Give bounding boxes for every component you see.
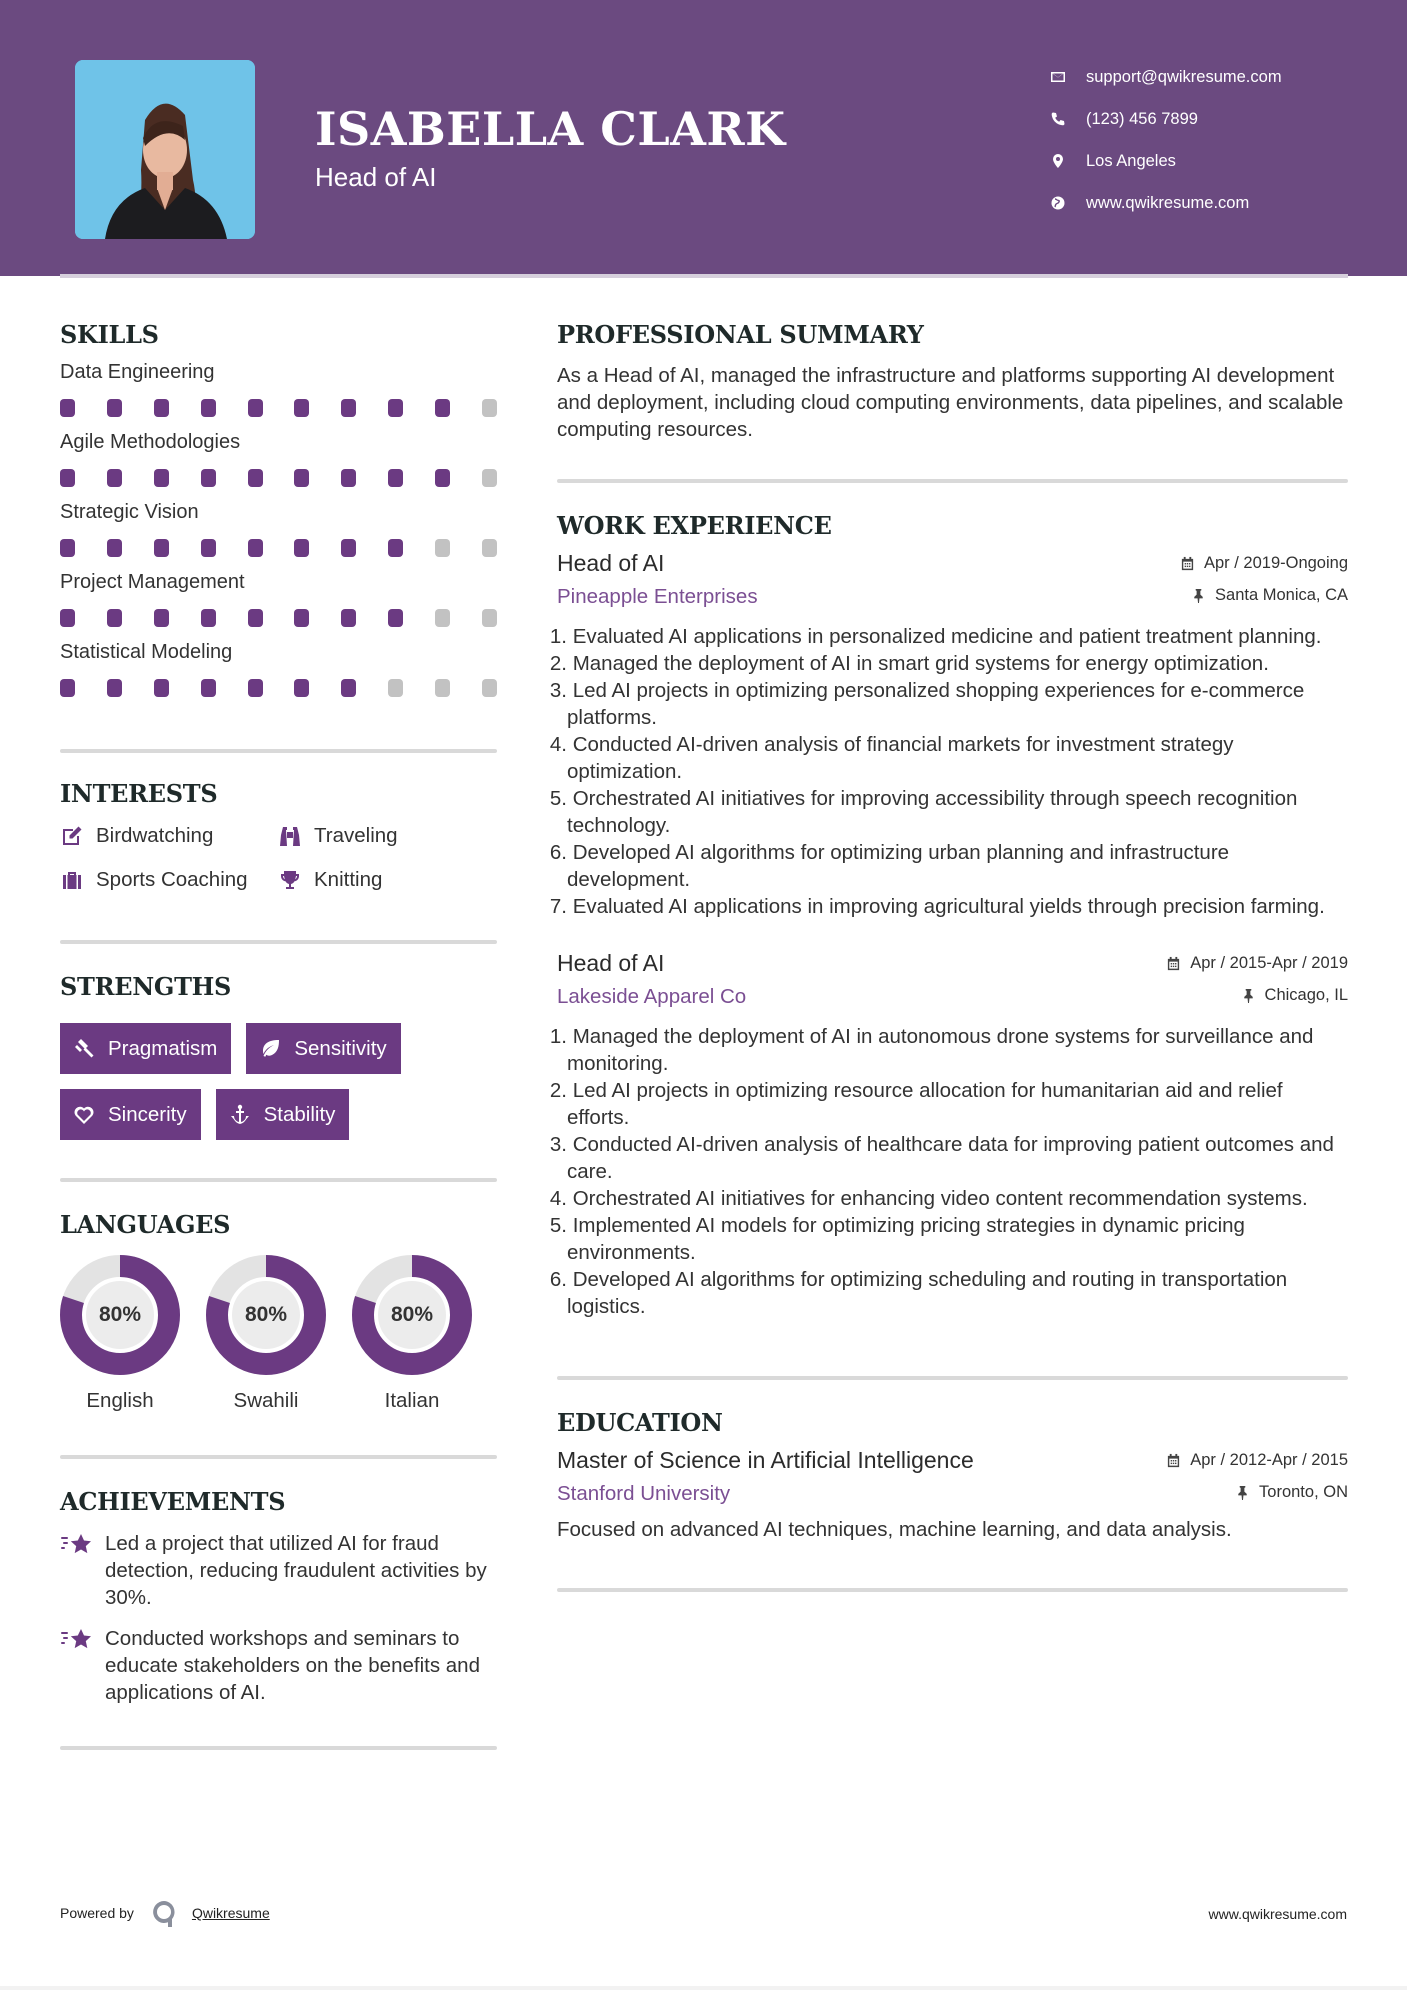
skill-dot-filled [341, 679, 356, 697]
strengths-list [60, 1023, 497, 1140]
skill-dot-filled [341, 539, 356, 557]
education-dates [1166, 1451, 1348, 1470]
edit-icon [60, 824, 84, 848]
item-text: Managed the deployment of AI in smart grid systems for energy optimization. [567, 652, 1269, 675]
skill-dot-filled [294, 399, 309, 417]
skill-dot-empty [388, 679, 403, 697]
responsibility-item [549, 650, 1348, 677]
job-header [557, 950, 1348, 977]
trophy-icon [278, 868, 302, 892]
skill-dot-filled [154, 679, 169, 697]
responsibility-item [549, 893, 1348, 920]
item-text: Evaluated AI applications in improving agricultural yields through precision farming. [567, 895, 1325, 918]
interest-label: Traveling [314, 824, 398, 847]
experience-section [549, 511, 1348, 1320]
skill-dot-empty [435, 679, 450, 697]
skill-rating [60, 609, 497, 629]
section-divider [60, 1178, 497, 1182]
item-text: Managed the deployment of AI in autonomous drone systems for surveillance and monitoring. [567, 1025, 1314, 1075]
job-subheader [557, 985, 1348, 1009]
skill-dot-filled [201, 539, 216, 557]
degree-name: Master of Science in Artificial Intelligence [557, 1447, 974, 1473]
skill-dot-filled [201, 609, 216, 627]
skill-dot-filled [60, 469, 75, 487]
shooting-star-icon [60, 1625, 94, 1655]
item-text: Conducted AI-driven analysis of financial markets for investment strategy optimization. [567, 733, 1234, 783]
skill-dot-filled [60, 399, 75, 417]
phone-icon [1050, 111, 1086, 127]
strength-badge [246, 1023, 400, 1074]
skill-dot-filled [60, 539, 75, 557]
footer-website[interactable]: www.qwikresume.com [1208, 1906, 1347, 1922]
interest-label: Birdwatching [96, 824, 214, 847]
item-text: Developed AI algorithms for optimizing scheduling and routing in transportation logistics. [567, 1268, 1288, 1318]
contact-email-text: support@qwikresume.com [1086, 67, 1282, 86]
section-divider [557, 479, 1348, 483]
strengths-heading: STRENGTHS [60, 972, 232, 1001]
item-number: 3. [549, 1133, 567, 1156]
skill-dot-filled [294, 469, 309, 487]
skill-dot-filled [388, 609, 403, 627]
pushpin-icon [1191, 588, 1206, 603]
strength-label: Pragmatism [108, 1036, 218, 1060]
item-text: Evaluated AI applications in personalized medicine and patient treatment planning. [567, 625, 1322, 648]
job-dates [1166, 954, 1348, 973]
calendar-icon [1166, 1453, 1181, 1468]
skill-dot-filled [294, 609, 309, 627]
education-subheader [557, 1482, 1348, 1506]
company-name: Pineapple Enterprises [557, 585, 758, 608]
contact-email[interactable] [1050, 56, 1282, 98]
skill-name: Data Engineering [60, 361, 215, 383]
skill-dot-filled [435, 399, 450, 417]
skill-dot-filled [341, 399, 356, 417]
languages-section [60, 1210, 497, 1413]
contact-website[interactable] [1050, 182, 1282, 224]
item-text: Conducted AI-driven analysis of healthcare data for improving patient outcomes and care. [567, 1133, 1334, 1183]
language-progress-ring [352, 1255, 472, 1375]
skill-dot-filled [154, 399, 169, 417]
skill-name: Project Management [60, 571, 245, 593]
interests-heading: INTERESTS [60, 779, 218, 808]
job-dates-text: Apr / 2019-Ongoing [1203, 554, 1348, 572]
skill-dot-filled [388, 539, 403, 557]
summary-section [557, 320, 1348, 443]
anchor-icon [228, 1103, 252, 1127]
achievement-item [60, 1625, 497, 1706]
candidate-name: ISABELLA CLARK [315, 102, 786, 156]
skills-heading: SKILLS [60, 320, 159, 349]
job-entry [549, 550, 1348, 920]
skill-item [60, 431, 497, 489]
item-number: 6. [549, 1268, 567, 1291]
skill-name: Agile Methodologies [60, 431, 241, 453]
responsibility-item [549, 731, 1348, 785]
skill-dot-filled [341, 609, 356, 627]
job-location-text: Santa Monica, CA [1215, 586, 1348, 604]
skill-dot-filled [201, 399, 216, 417]
envelope-icon [1050, 69, 1086, 85]
contact-phone[interactable] [1050, 98, 1282, 140]
skill-dot-filled [60, 679, 75, 697]
job-subheader [557, 585, 1348, 609]
item-number: 1. [549, 625, 567, 648]
skill-dot-filled [435, 469, 450, 487]
strength-badge [60, 1023, 231, 1074]
skill-dot-filled [154, 539, 169, 557]
skill-rating [60, 679, 497, 699]
footer-powered-by [60, 1898, 270, 1928]
skill-item [60, 641, 497, 699]
item-number: 5. [549, 787, 567, 810]
strengths-section [60, 972, 497, 1140]
language-percent: 80% [98, 1303, 142, 1326]
interest-item [278, 866, 497, 894]
binoculars-icon [278, 824, 302, 848]
achievement-text: Led a project that utilized AI for fraud detection, reducing fraudulent activities by 30%. [105, 1532, 487, 1609]
interest-item [60, 866, 278, 894]
skill-rating [60, 539, 497, 559]
job-title: Head of AI [557, 550, 665, 576]
skill-dot-filled [201, 679, 216, 697]
qwikresume-logo-icon [150, 1898, 178, 1928]
skill-dot-filled [154, 469, 169, 487]
skills-section [60, 320, 497, 699]
responsibility-item [549, 1023, 1348, 1077]
education-location [1235, 1483, 1348, 1502]
skill-dot-filled [107, 679, 122, 697]
education-description: Focused on advanced AI techniques, machine learning, and data analysis. [557, 1518, 1232, 1541]
responsibility-item [549, 1185, 1348, 1212]
responsibility-item [549, 1212, 1348, 1266]
pushpin-icon [1241, 988, 1256, 1003]
responsibility-item [549, 677, 1348, 731]
skill-dot-filled [248, 679, 263, 697]
job-dates-text: Apr / 2015-Apr / 2019 [1190, 954, 1348, 972]
header-divider [60, 274, 1348, 278]
responsibility-item [549, 623, 1348, 650]
heart-icon [72, 1103, 96, 1127]
strength-badge [216, 1089, 350, 1140]
contact-location [1050, 140, 1282, 182]
strength-label: Stability [263, 1102, 336, 1126]
skill-rating [60, 469, 497, 489]
skill-item [60, 361, 497, 419]
responsibility-item [549, 1077, 1348, 1131]
responsibility-item [549, 785, 1348, 839]
language-progress-ring [60, 1255, 180, 1375]
skill-dot-filled [201, 469, 216, 487]
item-number: 4. [549, 733, 567, 756]
item-number: 2. [549, 1079, 567, 1102]
skill-dot-filled [107, 539, 122, 557]
skill-item [60, 501, 497, 559]
education-location-text: Toronto, ON [1259, 1483, 1348, 1501]
right-column [549, 320, 1348, 1592]
section-divider [60, 1455, 497, 1459]
education-heading: EDUCATION [557, 1408, 723, 1437]
responsibility-item [549, 839, 1348, 893]
languages-heading: LANGUAGES [60, 1210, 231, 1239]
strength-label: Sincerity [108, 1102, 187, 1126]
item-text: Led AI projects in optimizing resource allocation for humanitarian aid and relief efforts. [567, 1079, 1283, 1129]
job-entry [549, 950, 1348, 1320]
shooting-star-icon [60, 1530, 94, 1560]
contact-website-text: www.qwikresume.com [1086, 193, 1250, 212]
skill-dot-filled [107, 609, 122, 627]
contact-phone-text: (123) 456 7899 [1086, 109, 1198, 128]
strength-label: Sensitivity [294, 1036, 387, 1060]
interest-label: Knitting [314, 868, 383, 891]
item-number: 3. [549, 679, 567, 702]
powered-by-label: Powered by [60, 1905, 134, 1921]
item-text: Orchestrated AI initiatives for enhancing video content recommendation systems. [567, 1187, 1308, 1210]
skill-dot-filled [388, 469, 403, 487]
skill-dot-filled [107, 399, 122, 417]
item-text: Led AI projects in optimizing personalized shopping experiences for e-commerce platforms. [567, 679, 1305, 729]
skill-item [60, 571, 497, 629]
leaf-icon [258, 1037, 282, 1061]
skill-dot-filled [107, 469, 122, 487]
job-responsibilities [549, 623, 1348, 920]
skill-dot-filled [248, 469, 263, 487]
item-text: Developed AI algorithms for optimizing urban planning and infrastructure development. [567, 841, 1230, 891]
achievements-section [60, 1487, 497, 1706]
education-dates-text: Apr / 2012-Apr / 2015 [1190, 1451, 1348, 1469]
skill-rating [60, 399, 497, 419]
education-section [557, 1408, 1348, 1542]
contact-list [1050, 56, 1282, 224]
job-header [557, 550, 1348, 577]
skill-name: Strategic Vision [60, 501, 199, 523]
skill-dot-empty [435, 539, 450, 557]
skill-dot-filled [388, 399, 403, 417]
summary-heading: PROFESSIONAL SUMMARY [557, 320, 924, 349]
item-number: 6. [549, 841, 567, 864]
skill-name: Statistical Modeling [60, 641, 233, 663]
skill-dot-empty [482, 469, 497, 487]
skill-dot-filled [248, 399, 263, 417]
job-location-text: Chicago, IL [1264, 986, 1348, 1004]
summary-text: As a Head of AI, managed the infrastructure and platforms supporting AI development and deployment, including cloud computing environments, data pipelines, and scalable computing resources. [557, 364, 1344, 441]
job-responsibilities [549, 1023, 1348, 1320]
skill-dot-filled [248, 609, 263, 627]
skill-dot-filled [341, 469, 356, 487]
skill-dot-filled [60, 609, 75, 627]
responsibility-item [549, 1131, 1348, 1185]
experience-heading: WORK EXPERIENCE [557, 511, 832, 540]
language-item [60, 1255, 180, 1413]
section-divider [60, 749, 497, 753]
language-item [352, 1255, 472, 1413]
responsibility-item [549, 1266, 1348, 1320]
gavel-icon [72, 1037, 96, 1061]
skill-dot-filled [294, 679, 309, 697]
job-location [1191, 586, 1348, 605]
item-text: Orchestrated AI initiatives for improving accessibility through speech recognition technology. [567, 787, 1298, 837]
item-number: 4. [549, 1187, 567, 1210]
skill-dot-empty [482, 539, 497, 557]
skill-dot-filled [294, 539, 309, 557]
languages-list [60, 1255, 497, 1413]
profile-photo-illustration [75, 60, 255, 239]
section-divider [60, 940, 497, 944]
interest-label: Sports Coaching [96, 868, 248, 891]
job-dates [1180, 554, 1348, 573]
interest-item [278, 822, 497, 850]
company-name: Lakeside Apparel Co [557, 985, 747, 1008]
school-name: Stanford University [557, 1482, 731, 1505]
skill-dot-filled [248, 539, 263, 557]
section-divider [557, 1588, 1348, 1592]
education-header [557, 1447, 1348, 1474]
skill-dot-empty [482, 679, 497, 697]
calendar-icon [1166, 956, 1181, 971]
language-percent: 80% [390, 1303, 434, 1326]
profile-photo [75, 60, 255, 239]
skill-dot-empty [435, 609, 450, 627]
candidate-title: Head of AI [315, 162, 437, 192]
globe-icon [1050, 195, 1086, 211]
language-name: English [86, 1389, 154, 1412]
skill-dot-empty [482, 609, 497, 627]
contact-location-text: Los Angeles [1086, 151, 1176, 170]
job-location [1241, 986, 1348, 1005]
language-name: Italian [384, 1389, 440, 1412]
item-number: 7. [549, 895, 567, 918]
interests-section [60, 779, 497, 894]
item-text: Implemented AI models for optimizing pricing strategies in dynamic pricing environments. [567, 1214, 1245, 1264]
achievements-heading: ACHIEVEMENTS [60, 1487, 286, 1516]
interests-list [60, 822, 497, 894]
resume-header [0, 0, 1407, 276]
section-divider [60, 1746, 497, 1750]
item-number: 2. [549, 652, 567, 675]
section-divider [557, 1376, 1348, 1380]
skill-dot-empty [482, 399, 497, 417]
calendar-icon [1180, 556, 1195, 571]
language-item [206, 1255, 326, 1413]
strength-badge [60, 1089, 201, 1140]
achievement-item [60, 1530, 497, 1611]
language-name: Swahili [233, 1389, 299, 1412]
item-number: 1. [549, 1025, 567, 1048]
language-percent: 80% [244, 1303, 288, 1326]
left-column [60, 320, 497, 1750]
pushpin-icon [1235, 1485, 1250, 1500]
job-title: Head of AI [557, 950, 665, 976]
skill-dot-filled [154, 609, 169, 627]
achievement-text: Conducted workshops and seminars to educate stakeholders on the benefits and applications of AI. [105, 1627, 480, 1704]
qwikresume-link[interactable]: Qwikresume [191, 1905, 270, 1921]
language-progress-ring [206, 1255, 326, 1375]
interest-item [60, 822, 278, 850]
item-number: 5. [549, 1214, 567, 1237]
suitcase-icon [60, 868, 84, 892]
map-marker-icon [1050, 153, 1086, 169]
page-bottom-edge [0, 1986, 1407, 1990]
